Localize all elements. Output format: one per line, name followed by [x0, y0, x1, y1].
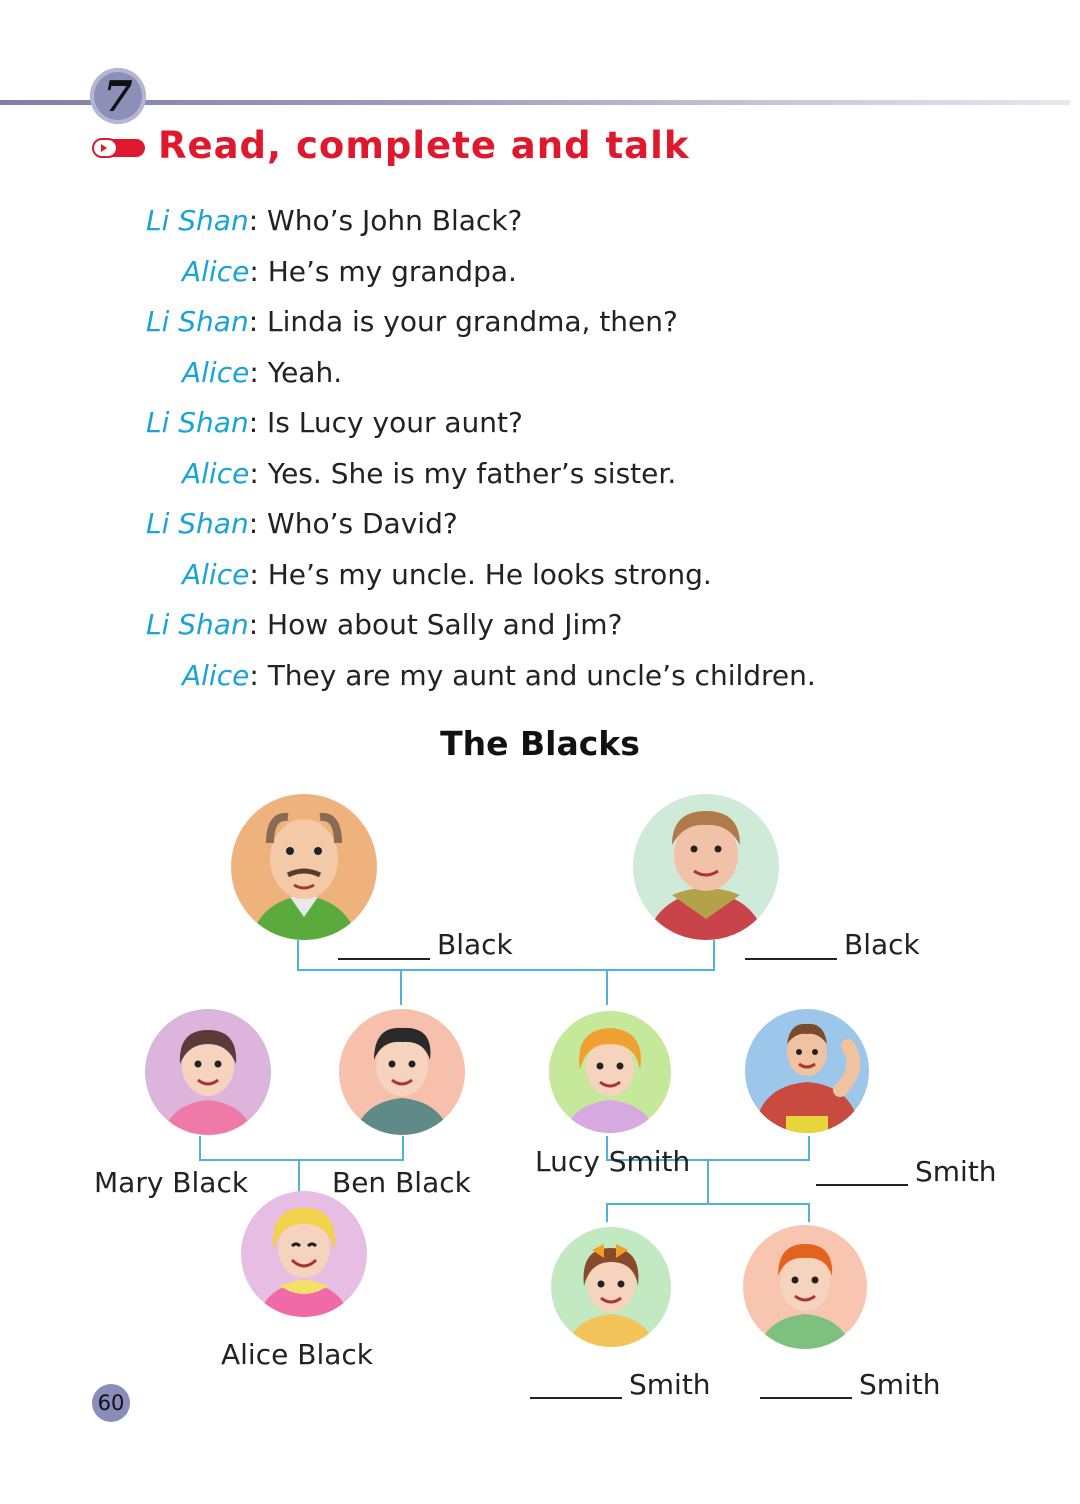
uncle-label: Smith [915, 1155, 997, 1188]
alice-label: Alice Black [221, 1338, 373, 1371]
grandpa-portrait [230, 793, 378, 941]
ben-portrait [338, 1008, 466, 1136]
dialogue-line: Li Shan: How about Sally and Jim? [146, 608, 623, 641]
speaker: Alice [182, 558, 250, 591]
line-text: How about Sally and Jim? [267, 608, 623, 641]
speaker: Alice [182, 356, 250, 389]
dialogue-line: Li Shan: Is Lucy your aunt? [146, 406, 523, 439]
page-number: 60 [92, 1384, 130, 1422]
line-text: Yeah. [267, 356, 343, 389]
speaker: Li Shan [146, 507, 249, 540]
mary-label: Mary Black [94, 1166, 249, 1199]
line-text: Linda is your grandma, then? [267, 305, 678, 338]
grandpa-label: Black [437, 928, 513, 961]
dialogue-line: Li Shan: Linda is your grandma, then? [146, 305, 678, 338]
boy-label: Smith [859, 1368, 941, 1401]
line-text: They are my aunt and uncle’s children. [267, 659, 816, 692]
girl-label: Smith [629, 1368, 711, 1401]
speaker: Alice [182, 659, 250, 692]
alice-portrait [240, 1190, 368, 1318]
boy-blank[interactable] [760, 1397, 852, 1399]
sally-portrait [550, 1226, 672, 1348]
section-title: Read, complete and talk [158, 124, 690, 167]
grandma-blank[interactable] [745, 958, 837, 960]
mary-portrait [144, 1008, 272, 1136]
dialogue-line: Alice: Yes. She is my father’s sister. [182, 457, 677, 490]
dialogue-line: Alice: He’s my grandpa. [182, 255, 517, 288]
speaker: Li Shan [146, 406, 249, 439]
line-text: Is Lucy your aunt? [267, 406, 523, 439]
family-tree-title: The Blacks [440, 724, 640, 763]
dialogue-line: Li Shan: Who’s David? [146, 507, 458, 540]
speaker: Li Shan [146, 305, 249, 338]
dialogue-line: Alice: He’s my uncle. He looks strong. [182, 558, 712, 591]
speaker: Alice [182, 457, 250, 490]
grandpa-blank[interactable] [338, 958, 430, 960]
unit-number-badge: 7 [90, 68, 146, 124]
line-text: Yes. She is my father’s sister. [267, 457, 677, 490]
grandma-label: Black [844, 928, 920, 961]
speaker: Li Shan [146, 204, 249, 237]
line-text: He’s my uncle. He looks strong. [267, 558, 712, 591]
lucy-portrait [548, 1010, 672, 1134]
dialogue-line: Li Shan: Who’s John Black? [146, 204, 523, 237]
line-text: He’s my grandpa. [267, 255, 517, 288]
dialogue-line: Alice: Yeah. [182, 356, 343, 389]
girl-blank[interactable] [530, 1397, 622, 1399]
line-text: Who’s John Black? [267, 204, 523, 237]
lucy-label: Lucy Smith [535, 1145, 691, 1178]
speaker: Alice [182, 255, 250, 288]
uncle-blank[interactable] [816, 1184, 908, 1186]
jim-portrait [742, 1224, 868, 1350]
speaker: Li Shan [146, 608, 249, 641]
line-text: Who’s David? [267, 507, 458, 540]
david-portrait [744, 1008, 870, 1134]
dialogue-line: Alice: They are my aunt and uncle’s children. [182, 659, 816, 692]
ben-label: Ben Black [332, 1166, 471, 1199]
grandma-portrait [632, 793, 780, 941]
